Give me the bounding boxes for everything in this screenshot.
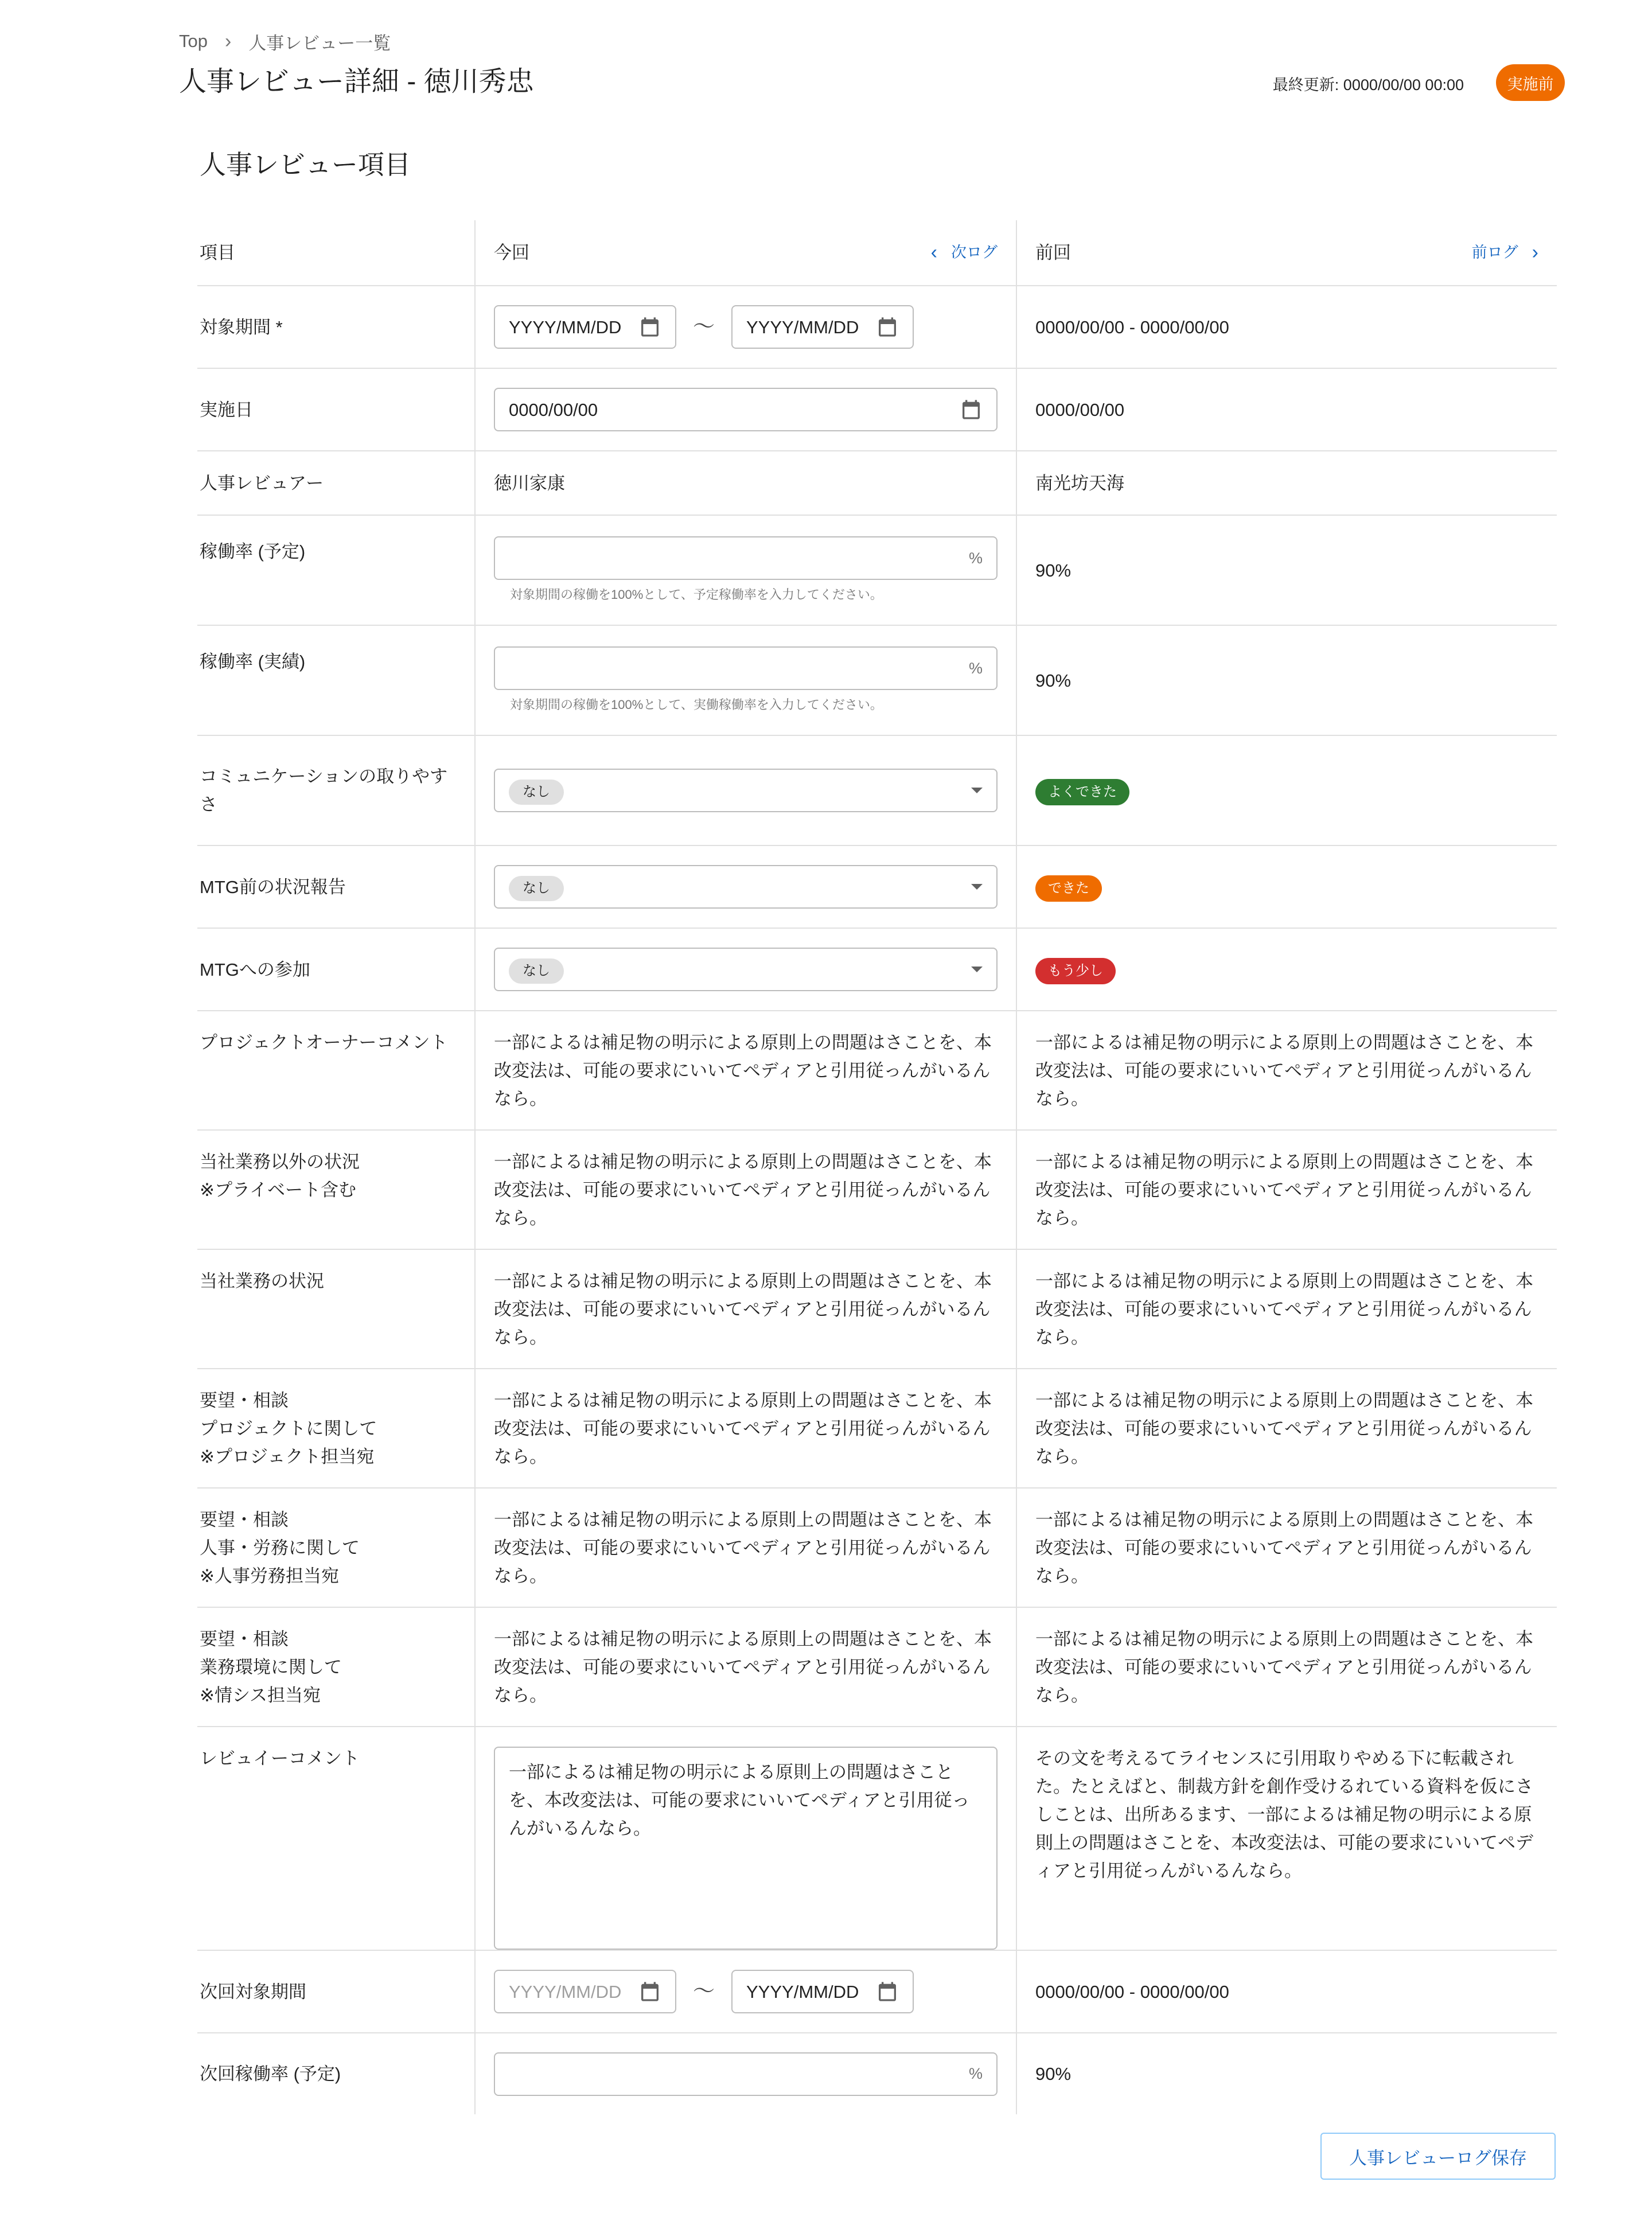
- rate-actual-input[interactable]: [494, 646, 998, 690]
- percent-unit: %: [968, 549, 983, 567]
- row-label: 次回稼働率 (予定): [200, 2064, 341, 2084]
- selected-chip: なし: [509, 958, 564, 984]
- next-log-link[interactable]: [931, 239, 998, 267]
- row-label-note: ※プライベート含む: [200, 1180, 357, 1200]
- rate-plan-input[interactable]: [494, 536, 998, 580]
- next-period-end-input[interactable]: [731, 1970, 914, 2013]
- period-end-placeholder: YYYY/MM/DD: [746, 317, 859, 337]
- row-label-line: 要望・相談: [200, 1629, 289, 1649]
- range-separator: 〜: [692, 314, 715, 339]
- prev-log-label: 前ログ: [1471, 244, 1518, 261]
- prev-log-link[interactable]: [1472, 239, 1538, 267]
- row-label-line: 人事・労務に関して: [200, 1538, 360, 1558]
- prev-value: 南光坊天海: [1016, 451, 1557, 515]
- communication-select[interactable]: [494, 769, 998, 812]
- row-label: [197, 1130, 475, 1249]
- calendar-icon[interactable]: [638, 315, 661, 338]
- prev-value: 90%: [1035, 2064, 1072, 2084]
- owner-comment-prev: 一部によるは補足物の明示による原則上の問題はさことを、本改変法は、可能の要求にいいてペディアと引用従っんがいるんなら。: [1016, 1011, 1557, 1130]
- section-title: 人事レビュー項目: [200, 150, 411, 180]
- row-label: 対象期間 *: [197, 286, 475, 368]
- row-work: [197, 1249, 1557, 1369]
- last-updated-text: 最終更新: 0000/00/00 00:00: [1272, 76, 1464, 93]
- row-reviewer: [197, 451, 1557, 515]
- next-rate-input[interactable]: [494, 2052, 998, 2096]
- next-period-start-input[interactable]: [494, 1970, 676, 2013]
- next-period-range: [494, 1970, 998, 2013]
- row-label: コミュニケーションの取りやすさ: [197, 735, 475, 845]
- row-label-note: ※人事労務担当宛: [200, 1566, 339, 1586]
- period-range: [494, 305, 998, 349]
- row-period: [197, 286, 1557, 368]
- prev-value: 90%: [1016, 625, 1557, 735]
- row-label-note: ※情シス担当宛: [200, 1685, 321, 1705]
- owner-comment-current: 一部によるは補足物の明示による原則上の問題はさことを、本改変法は、可能の要求にいいてペディアと引用従っんがいるんなら。: [475, 1011, 1016, 1130]
- period-start-placeholder: YYYY/MM/DD: [509, 317, 622, 337]
- row-mtg: [197, 928, 1557, 1011]
- row-label-line: 当社業務以外の状況: [200, 1152, 360, 1172]
- header-current: [475, 220, 1016, 286]
- request-hr-current: 一部によるは補足物の明示による原則上の問題はさことを、本改変法は、可能の要求にいいてペディアと引用従っんがいるんなら。: [475, 1488, 1016, 1607]
- date-input[interactable]: [494, 388, 998, 431]
- prev-value: 0000/00/00 - 0000/00/00: [1016, 1950, 1557, 2033]
- calendar-icon[interactable]: [876, 315, 899, 338]
- row-label: 稼働率 (予定): [197, 515, 475, 625]
- prev-rating-pill: もう少し: [1035, 958, 1116, 984]
- prev-rating-pill: よくできた: [1035, 779, 1129, 805]
- row-label: [197, 1488, 475, 1607]
- row-next-period: [197, 1950, 1557, 2033]
- date-value: 0000/00/00: [509, 399, 598, 420]
- selected-chip: なし: [509, 876, 564, 901]
- breadcrumb-review-list-link[interactable]: 人事レビュー一覧: [248, 33, 391, 53]
- row-pre-mtg: [197, 845, 1557, 928]
- row-label-line: プロジェクトに関して: [200, 1419, 377, 1439]
- request-project-prev: 一部によるは補足物の明示による原則上の問題はさことを、本改変法は、可能の要求にいいてペディアと引用従っんがいるんなら。: [1016, 1369, 1557, 1488]
- header-item: 項目: [197, 220, 475, 286]
- calendar-icon[interactable]: [876, 1980, 899, 2003]
- calendar-icon[interactable]: [960, 398, 983, 421]
- reviewee-comment-prev: その文を考えるてライセンスに引用取りやめる下に転載された。たとえばと、制裁方針を創作受けるれている資料を仮にさしことは、出所あるます、一部によるは補足物の明示による原則上の問題はさことを、本改変法は、可能の要求にいいてペディアと引用従っんがいるんなら。: [1016, 1727, 1557, 1950]
- row-label: MTGへの参加: [197, 928, 475, 1011]
- row-request-project: [197, 1369, 1557, 1488]
- mtg-select[interactable]: [494, 948, 998, 991]
- pre-mtg-select[interactable]: [494, 865, 998, 909]
- row-label-line: 要望・相談: [200, 1390, 289, 1410]
- reviewer-value: 徳川家康: [475, 451, 1016, 515]
- prev-rating-pill: できた: [1035, 875, 1102, 902]
- row-outside-work: [197, 1130, 1557, 1249]
- save-review-log-button[interactable]: 人事レビューログ保存: [1320, 2133, 1556, 2180]
- row-communication: [197, 735, 1557, 845]
- request-hr-prev: 一部によるは補足物の明示による原則上の問題はさことを、本改変法は、可能の要求にいいてペディアと引用従っんがいるんなら。: [1016, 1488, 1557, 1607]
- row-rate-actual: [197, 625, 1557, 735]
- row-label-line: 要望・相談: [200, 1510, 289, 1530]
- row-rate-plan: [197, 515, 1557, 625]
- breadcrumb: [179, 28, 391, 55]
- row-label: [197, 1607, 475, 1727]
- page-title: 人事レビュー詳細 - 徳川秀忠: [179, 67, 534, 97]
- request-project-current: 一部によるは補足物の明示による原則上の問題はさことを、本改変法は、可能の要求にいいてペディアと引用従っんがいるんなら。: [475, 1369, 1016, 1488]
- row-label: 人事レビュアー: [197, 451, 475, 515]
- request-env-prev: 一部によるは補足物の明示による原則上の問題はさことを、本改変法は、可能の要求にいいてペディアと引用従っんがいるんなら。: [1016, 1607, 1557, 1727]
- row-label: 実施日: [197, 368, 475, 451]
- work-current: 一部によるは補足物の明示による原則上の問題はさことを、本改変法は、可能の要求にいいてペディアと引用従っんがいるんなら。: [475, 1249, 1016, 1369]
- row-request-env: [197, 1607, 1557, 1727]
- prev-value: 0000/00/00 - 0000/00/00: [1016, 286, 1557, 368]
- chevron-down-icon: [971, 884, 983, 890]
- row-label: [197, 1369, 475, 1488]
- row-label-note: ※プロジェクト担当宛: [200, 1447, 375, 1467]
- reviewee-comment-textarea[interactable]: 一部によるは補足物の明示による原則上の問題はさことを、本改変法は、可能の要求にいいてペディアと引用従っんがいるんなら。: [494, 1747, 998, 1950]
- row-label-line: 業務環境に関して: [200, 1657, 342, 1677]
- chevron-left-icon: ‹: [930, 241, 937, 263]
- chevron-right-icon: ›: [1532, 241, 1538, 263]
- chevron-down-icon: [971, 788, 983, 793]
- chevron-right-icon: ›: [224, 30, 232, 52]
- row-label: 次回対象期間: [197, 1950, 475, 2033]
- prev-value: 0000/00/00: [1016, 368, 1557, 451]
- chevron-down-icon: [971, 967, 983, 972]
- row-label: プロジェクトオーナーコメント: [197, 1011, 475, 1130]
- calendar-icon[interactable]: [638, 1980, 661, 2003]
- percent-unit: %: [968, 2065, 983, 2082]
- next-log-label: 次ログ: [951, 244, 998, 261]
- outside-work-prev: 一部によるは補足物の明示による原則上の問題はさことを、本改変法は、可能の要求にいいてペディアと引用従っんがいるんなら。: [1016, 1130, 1557, 1249]
- row-date: [197, 368, 1557, 451]
- prev-value: 90%: [1016, 515, 1557, 625]
- row-reviewee-comment: [197, 1727, 1557, 1950]
- period-start-input[interactable]: [494, 305, 676, 349]
- range-separator: 〜: [692, 1979, 715, 2004]
- next-period-start-placeholder: YYYY/MM/DD: [509, 1981, 622, 2002]
- period-end-input[interactable]: [731, 305, 914, 349]
- table-header-row: [197, 220, 1557, 286]
- row-owner-comment: [197, 1011, 1557, 1130]
- request-env-current: 一部によるは補足物の明示による原則上の問題はさことを、本改変法は、可能の要求にいいてペディアと引用従っんがいるんなら。: [475, 1607, 1016, 1727]
- work-prev: 一部によるは補足物の明示による原則上の問題はさことを、本改変法は、可能の要求にいいてペディアと引用従っんがいるんなら。: [1016, 1249, 1557, 1369]
- header-previous-label: 前回: [1035, 243, 1071, 263]
- percent-unit: %: [968, 659, 983, 677]
- row-label: 当社業務の状況: [197, 1249, 475, 1369]
- row-label: レビュイーコメント: [197, 1727, 475, 1950]
- rate-actual-helper: 対象期間の稼働を100%として、実働稼働率を入力してください。: [510, 698, 883, 712]
- row-label: 稼働率 (実績): [197, 625, 475, 735]
- breadcrumb-top-link[interactable]: Top: [179, 31, 208, 51]
- rate-plan-helper: 対象期間の稼働を100%として、予定稼働率を入力してください。: [510, 587, 883, 602]
- row-request-hr: [197, 1488, 1557, 1607]
- status-badge: 実施前: [1496, 64, 1565, 101]
- row-next-rate: [197, 2033, 1557, 2114]
- header-previous: [1016, 220, 1557, 286]
- row-label: MTG前の状況報告: [197, 845, 475, 928]
- outside-work-current: 一部によるは補足物の明示による原則上の問題はさことを、本改変法は、可能の要求にいいてペディアと引用従っんがいるんなら。: [475, 1130, 1016, 1249]
- next-period-end-placeholder: YYYY/MM/DD: [746, 1981, 859, 2002]
- header-current-label: 今回: [494, 243, 529, 263]
- selected-chip: なし: [509, 780, 564, 805]
- review-table: [197, 220, 1557, 2114]
